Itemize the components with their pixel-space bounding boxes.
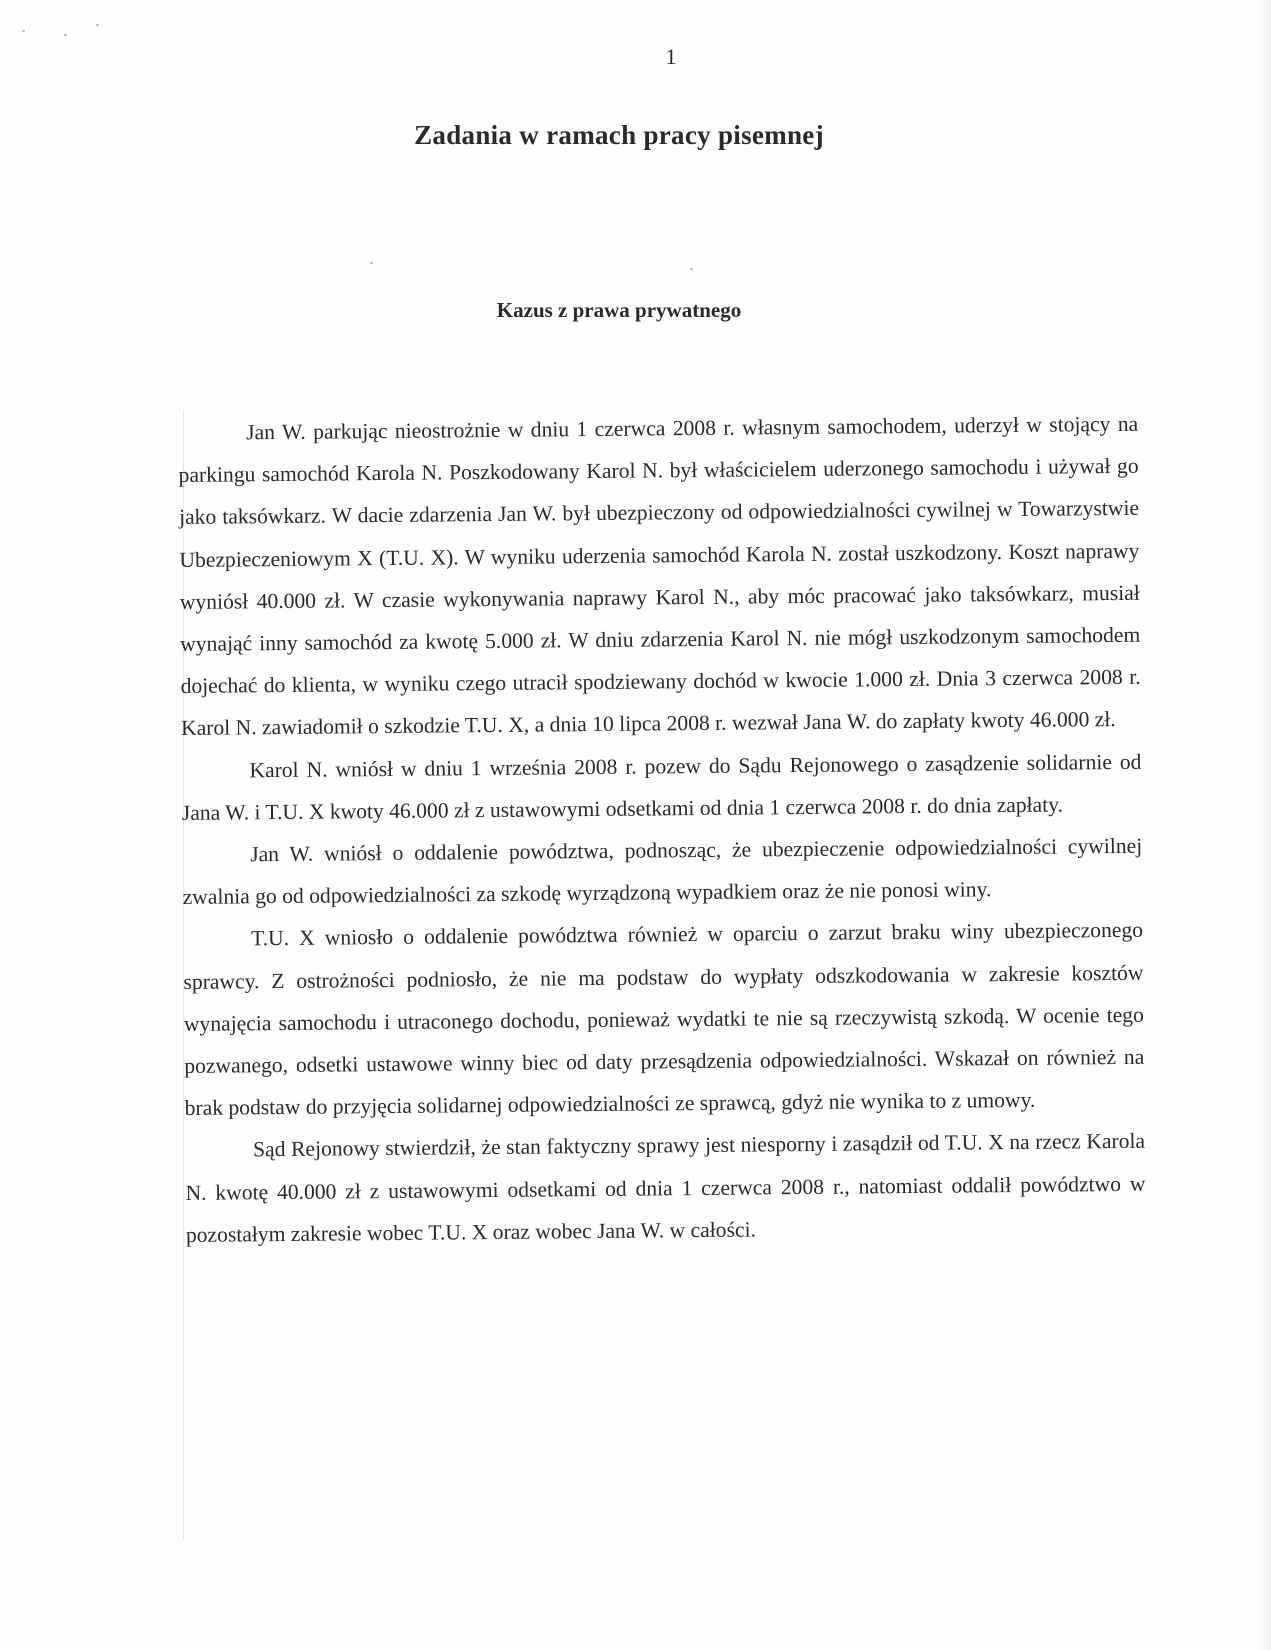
paragraph-facts: Jan W. parkując nieostrożnie w dniu 1 czerwca 2008 r. własnym samochodem, uderzył w stojący na parkingu samochód Karola N. Poszkodowany Karol N. był właścicielem uderzonego samochodu i używał go jako taksówkarz. W dacie zdarzenia Jan W. był ubezpieczony od odpowiedzialności cywilnej w Towarzystwie Ubezpieczeniowym X (T.U. X). W wyniku uderzenia samochód Karola N. został uszkodzony. Koszt naprawy wyniósł 40.000 zł. W czasie wykonywania naprawy Karol N., aby móc pracować jako taksówkarz, musiał wynająć inny samochód za kwotę 5.000 zł. W dniu zdarzenia Karol N. nie mógł uszkodzonym samochodem dojechać do klienta, w wyniku czego utracił spodziewany dochód w kwocie 1.000 zł. Dnia 3 czerwca 2008 r. Karol N. zawiadomił o szkodzie T.U. X, a dnia 10 lipca 2008 r. wezwał Jana W. do zapłaty kwoty 46.000 zł. xyxy=(178,411,1141,741)
scan-edge xyxy=(1257,0,1271,1650)
paragraph-lawsuit: Karol N. wniósł w dniu 1 września 2008 r. pozew do Sądu Rejonowego o zasądzenie solidarnie od Jana W. i T.U. X kwoty 46.000 zł z ustawowymi odsetkami od dnia 1 czerwca 2008 r. do dnia zapłaty. xyxy=(181,749,1142,825)
scan-speck xyxy=(64,34,67,36)
paragraph-defense-insurer: T.U. X wniosło o oddalenie powództwa również w oparciu o zarzut braku winy ubezpieczonego sprawcy. Z ostrożności podniosło, że nie ma podstaw do wypłaty odszkodowania w zakresie kosztów wynajęcia samochodu i utraconego dochodu, ponieważ wydatki te nie są rzeczywistą szkodą. W ocenie tego pozwanego, odsetki ustawowe winny biec od daty przesądzenia odpowiedzialności. Wskazał on również na brak podstaw do przyjęcia solidarnej odpowiedzialności ze sprawcą, gdyż nie wynika to z umowy. xyxy=(183,918,1145,1121)
document-title: Zadania w ramach pracy pisemnej xyxy=(414,120,824,150)
scan-speck xyxy=(370,262,373,264)
page-number: 1 xyxy=(665,44,677,69)
paragraph-judgment: Sąd Rejonowy stwierdził, że stan faktyczny sprawy jest niesporny i zasądził od T.U. X na rzecz Karola N. kwotę 40.000 zł z ustawowymi odsetkami od dnia 1 czerwca 2008 r., natomiast oddalił powództwo w pozostałym zakresie wobec T.U. X oraz wobec Jana W. w całości. xyxy=(185,1129,1146,1247)
document-subtitle: Kazus z prawa prywatnego xyxy=(496,298,742,322)
scan-speck xyxy=(22,30,25,32)
scan-speck xyxy=(96,24,99,26)
case-text xyxy=(178,403,1146,1256)
scan-speck xyxy=(690,268,693,270)
paragraph-defense-jan: Jan W. wniósł o oddalenie powództwa, podnosząc, że ubezpieczenie odpowiedzialności cywilnej zwalnia go od odpowiedzialności za szkodę wyrządzoną wypadkiem oraz że nie ponosi winy. xyxy=(182,833,1143,910)
